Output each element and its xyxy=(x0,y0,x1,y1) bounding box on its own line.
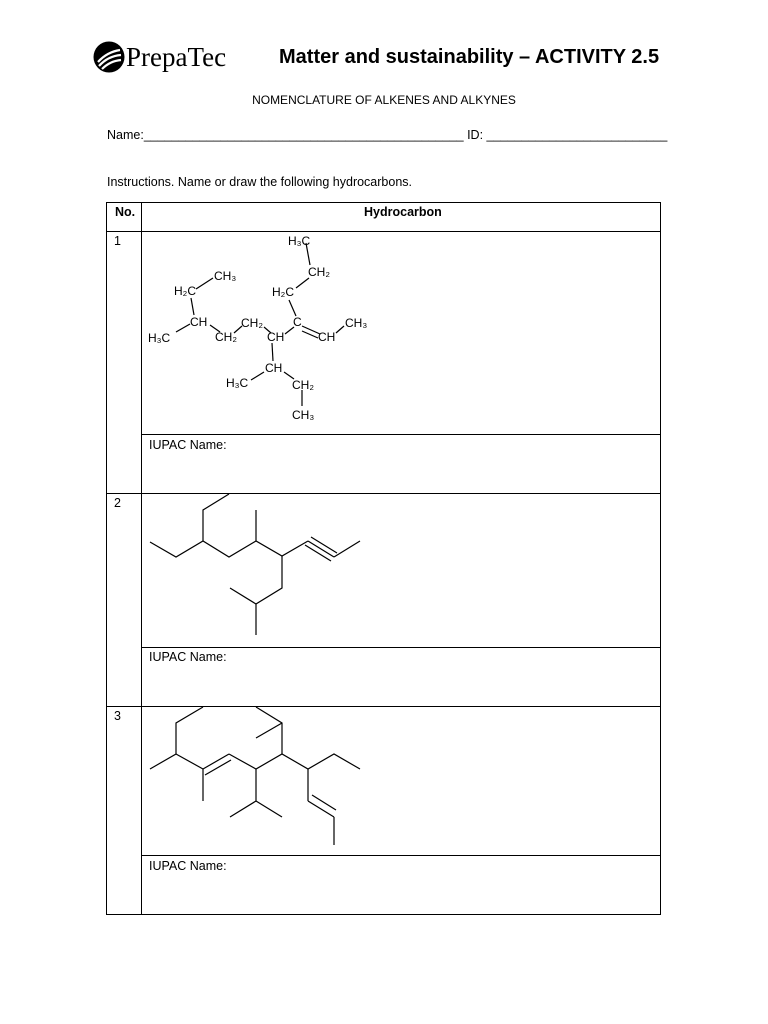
mol-label: CH xyxy=(190,315,208,329)
mol-label: H₃C xyxy=(148,331,171,345)
iupac-name-field[interactable]: IUPAC Name: xyxy=(149,859,227,873)
mol-label: CH₃ xyxy=(292,408,315,422)
row-number: 2 xyxy=(114,496,121,510)
table-header-hydrocarbon: Hydrocarbon xyxy=(364,205,442,219)
table-header-no: No. xyxy=(115,205,136,219)
iupac-name-field[interactable]: IUPAC Name: xyxy=(149,438,227,452)
row-number: 1 xyxy=(114,234,121,248)
mol-label: CH₃ xyxy=(214,269,237,283)
mol-label: CH xyxy=(265,361,283,375)
instructions: Instructions. Name or draw the following hydrocarbons. xyxy=(107,175,413,189)
row-number: 3 xyxy=(114,709,121,723)
mol-label: CH xyxy=(318,330,336,344)
mol-label: CH₂ xyxy=(292,378,314,392)
mol-label: C xyxy=(293,315,302,329)
page-subtitle: NOMENCLATURE OF ALKENES AND ALKYNES xyxy=(252,93,516,107)
mol-label: H₂C xyxy=(174,284,196,298)
page-title: Matter and sustainability – ACTIVITY 2.5 xyxy=(279,46,660,68)
mol-label: CH₂ xyxy=(308,265,330,279)
mol-label: CH₂ xyxy=(215,330,237,344)
iupac-name-field[interactable]: IUPAC Name: xyxy=(149,650,227,664)
mol-label: CH xyxy=(267,330,285,344)
name-id-field[interactable]: Name:______________________________________________ ID: __________________________ xyxy=(107,128,668,142)
mol-label: H₂C xyxy=(272,285,294,299)
mol-label: H₃C xyxy=(288,234,311,248)
mol-label: CH₂ xyxy=(241,316,263,330)
mol-label: H₃C xyxy=(226,376,249,390)
mol-label: CH₃ xyxy=(345,316,368,330)
logo-text: PrepaTec xyxy=(126,42,227,72)
